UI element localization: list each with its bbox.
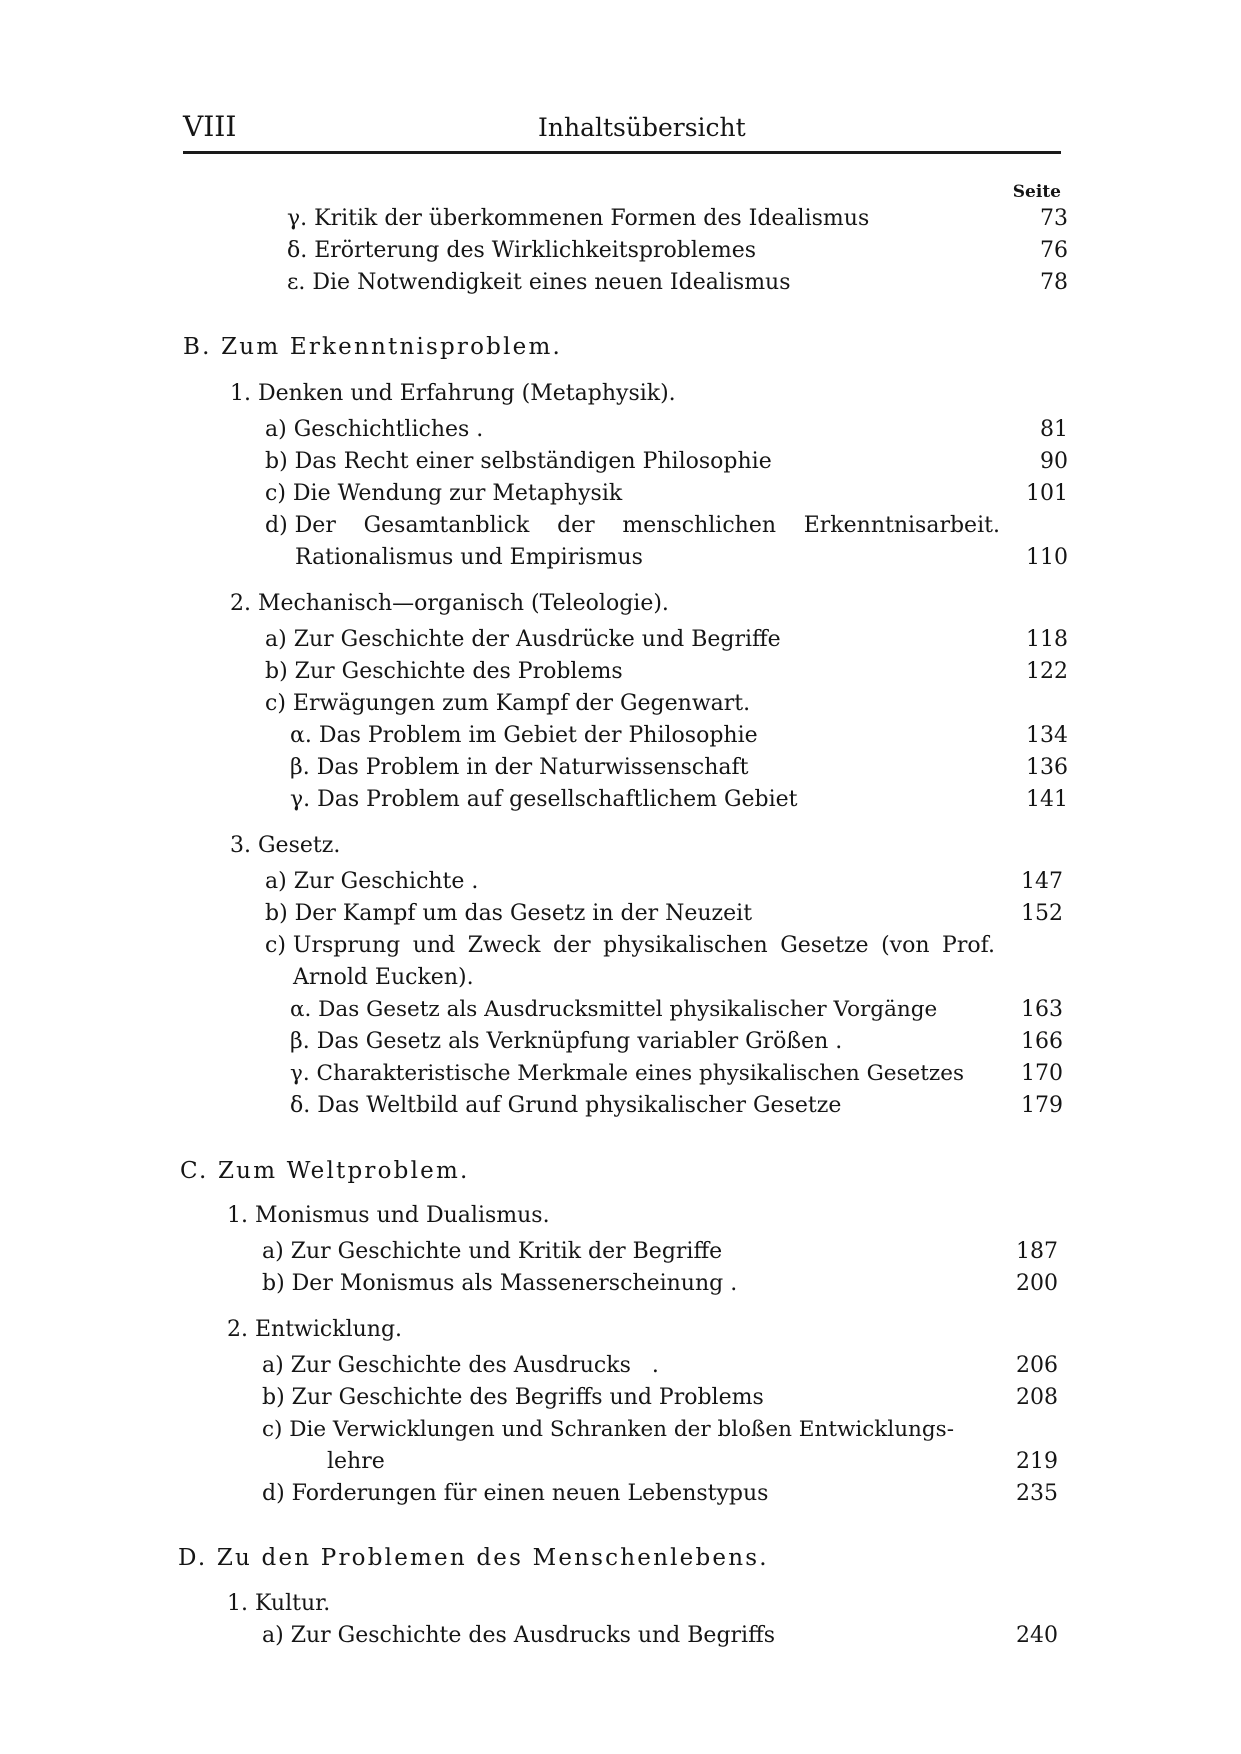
toc-entry-page: 73 — [1040, 206, 1068, 231]
toc-entry-page: 110 — [1026, 545, 1068, 570]
section-heading: B. Zum Erkenntnisproblem. — [183, 334, 562, 360]
subsection-heading: 2. Entwicklung. — [227, 1317, 403, 1342]
toc-entry-label: Arnold Eucken). — [293, 965, 474, 990]
toc-entry-page: 152 — [1021, 901, 1063, 926]
toc-entry-page: 206 — [1016, 1353, 1058, 1378]
word: Zweck — [467, 933, 541, 958]
section-heading: C. Zum Weltproblem. — [180, 1158, 470, 1184]
toc-entry-label: a) Zur Geschichte des Ausdrucks . — [262, 1353, 659, 1378]
word: der — [553, 933, 591, 958]
page-number: VIII — [183, 110, 237, 143]
toc-entry-label: b) Der Monismus als Massenerscheinung . — [262, 1271, 738, 1296]
toc-entry-justified — [265, 930, 995, 962]
toc-entry-label: ε. Die Notwendigkeit eines neuen Idealismus — [287, 270, 791, 295]
toc-entry-page: 163 — [1021, 997, 1063, 1022]
subsection-heading: 2. Mechanisch—organisch (Teleologie). — [230, 591, 669, 616]
toc-entry-label: c) Die Wendung zur Metaphysik — [265, 481, 623, 506]
toc-entry-label: b) Zur Geschichte des Problems — [265, 659, 623, 684]
toc-entry-label: b) Das Recht einer selbständigen Philosophie — [265, 449, 772, 474]
toc-entry-page: 122 — [1026, 659, 1068, 684]
toc-entry-page: 179 — [1021, 1093, 1063, 1118]
toc-entry-page: 187 — [1016, 1239, 1058, 1264]
toc-entry-page: 81 — [1040, 417, 1068, 442]
section-heading: D. Zu den Problemen des Menschenlebens. — [178, 1545, 769, 1571]
toc-entry-page: 200 — [1016, 1271, 1058, 1296]
toc-entry-label: a) Zur Geschichte des Ausdrucks und Begriffs — [262, 1623, 776, 1648]
toc-entry-label: a) Zur Geschichte und Kritik der Begriffe — [262, 1239, 723, 1264]
toc-entry-label: c) Die Verwicklungen und Schranken der bloßen Entwicklungs- — [262, 1417, 954, 1442]
toc-entry-page: 208 — [1016, 1385, 1058, 1410]
word: c) Ursprung — [265, 933, 401, 958]
toc-entry-label: α. Das Gesetz als Ausdrucksmittel physikalischer Vorgänge — [290, 997, 938, 1022]
subsection-heading: 1. Monismus und Dualismus. — [227, 1203, 550, 1228]
toc-entry-page: 136 — [1026, 755, 1068, 780]
word: Prof. — [942, 933, 995, 958]
toc-entry-label: d) Forderungen für einen neuen Lebenstypus — [262, 1481, 769, 1506]
toc-entry-page: 235 — [1016, 1481, 1058, 1506]
toc-entry-page: 76 — [1040, 238, 1068, 263]
toc-entry-page: 147 — [1021, 869, 1063, 894]
word: physikalischen — [603, 933, 768, 958]
word: Erkenntnisarbeit. — [803, 513, 1000, 538]
word: Gesamtanblick — [363, 513, 530, 538]
toc-entry-label: β. Das Gesetz als Verknüpfung variabler Größen . — [290, 1029, 843, 1054]
word: (von — [881, 933, 930, 958]
header-rule — [183, 151, 1061, 154]
toc-entry-page: 141 — [1026, 787, 1068, 812]
toc-entry-label: α. Das Problem im Gebiet der Philosophie — [290, 723, 758, 748]
word: menschlichen — [622, 513, 777, 538]
subsection-heading: 1. Denken und Erfahrung (Metaphysik). — [230, 381, 676, 406]
word: und — [412, 933, 456, 958]
toc-entry-label: β. Das Problem in der Naturwissenschaft — [290, 755, 749, 780]
toc-entry-label: Rationalismus und Empirismus — [295, 545, 643, 570]
toc-entry-label: lehre — [327, 1449, 385, 1474]
toc-entry-justified — [265, 510, 1000, 542]
toc-entry-label: a) Geschichtliches . — [265, 417, 484, 442]
toc-entry-label: γ. Charakteristische Merkmale eines physikalischen Gesetzes — [290, 1061, 964, 1086]
toc-entry-label: δ. Das Weltbild auf Grund physikalischer Gesetze — [290, 1093, 842, 1118]
toc-entry-page: 170 — [1021, 1061, 1063, 1086]
subsection-heading: 1. Kultur. — [227, 1591, 331, 1616]
toc-entry-label: b) Der Kampf um das Gesetz in der Neuzeit — [265, 901, 753, 926]
word: d) Der — [265, 513, 336, 538]
toc-entry-page: 240 — [1016, 1623, 1058, 1648]
toc-entry-page: 166 — [1021, 1029, 1063, 1054]
toc-entry-label: γ. Das Problem auf gesellschaftlichem Gebiet — [290, 787, 798, 812]
toc-entry-page: 78 — [1040, 270, 1068, 295]
word: der — [557, 513, 595, 538]
toc-entry-page: 219 — [1016, 1449, 1058, 1474]
toc-entry-label: δ. Erörterung des Wirklichkeitsproblemes — [287, 238, 757, 263]
running-title: Inhaltsübersicht — [538, 113, 746, 142]
toc-entry-page: 118 — [1026, 627, 1068, 652]
toc-entry-label: a) Zur Geschichte der Ausdrücke und Begriffe — [265, 627, 781, 652]
word: Gesetze — [780, 933, 869, 958]
toc-entry-page: 90 — [1040, 449, 1068, 474]
toc-entry-label: c) Erwägungen zum Kampf der Gegenwart. — [265, 691, 751, 716]
page-column-label: Seite — [1012, 182, 1061, 202]
toc-entry-page: 134 — [1026, 723, 1068, 748]
toc-entry-label: γ. Kritik der überkommenen Formen des Idealismus — [287, 206, 870, 231]
toc-entry-label: b) Zur Geschichte des Begriffs und Problems — [262, 1385, 764, 1410]
subsection-heading: 3. Gesetz. — [230, 833, 341, 858]
toc-entry-page: 101 — [1026, 481, 1068, 506]
toc-entry-label: a) Zur Geschichte . — [265, 869, 479, 894]
